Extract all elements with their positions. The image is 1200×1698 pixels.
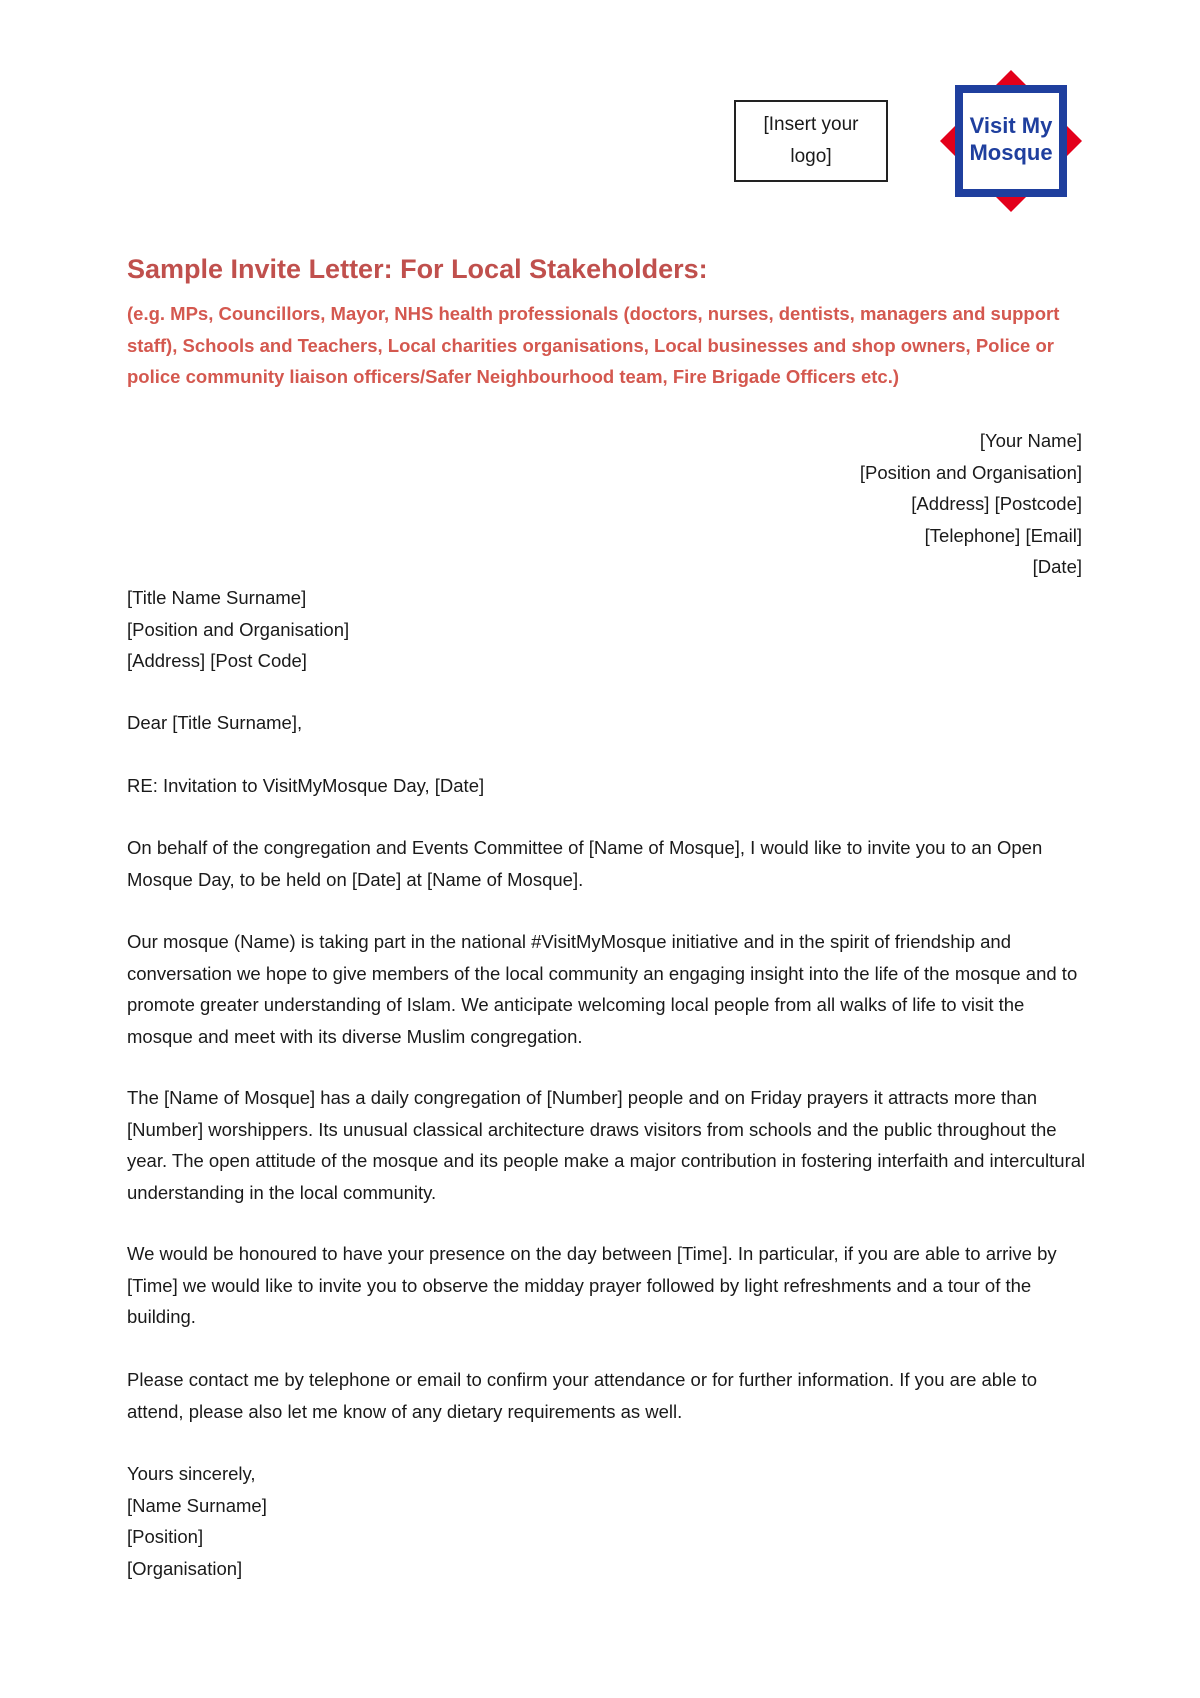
recipient-address-block: [127, 582, 349, 677]
body-paragraph: The [Name of Mosque] has a daily congregation of [Number] people and on Friday prayers it attracts more than [Number] worshippers. Its unusual classical architecture draws visitors from schools and the public throughout the year. The open attitude of the mosque and its people make a major contribution in fostering interfaith and intercultural understanding in the local community.: [127, 1087, 1086, 1203]
sender-contact: [Telephone] [Email]: [924, 524, 1082, 546]
body-paragraph: On behalf of the congregation and Events Committee of [Name of Mosque], I would like to invite you to an Open Mosque Day, to be held on [Date] at [Name of Mosque].: [127, 837, 1043, 890]
logo-placeholder-text: [Insert your logo]: [763, 114, 859, 167]
body-paragraph: Please contact me by telephone or email to confirm your attendance or for further information. If you are able to attend, please also let me know of any dietary requirements as well.: [127, 1369, 1038, 1422]
letter-title: Sample Invite Letter: For Local Stakeholders:: [127, 254, 708, 284]
recipient-position: [Position and Organisation]: [127, 618, 350, 640]
body-paragraph: Our mosque (Name) is taking part in the national #VisitMyMosque initiative and in the spirit of friendship and conversation we hope to give members of the local community an engaging insight into the life of the mosque and to promote greater understanding of Islam. We anticipate welcoming local people from all walks of life to visit the mosque and meet with its diverse Muslim congregation.: [127, 931, 1078, 1047]
body-paragraph: We would be honoured to have your presence on the day between [Time]. In particular, if you are able to arrive by [Time] we would like to invite you to observe the midday prayer followed by light refreshments and a tour of the building.: [127, 1243, 1057, 1327]
visit-my-mosque-logo-text: [938, 112, 1084, 166]
closing: Yours sincerely,: [127, 1463, 256, 1484]
recipient-address: [Address] [Post Code]: [127, 650, 307, 671]
sender-name: [Your Name]: [979, 430, 1082, 451]
signoff-block: [127, 1458, 267, 1584]
logo-text-line1: Visit My: [969, 113, 1053, 138]
letter-subtitle: (e.g. MPs, Councillors, Mayor, NHS health professionals (doctors, nurses, dentists, managers and support staff), Schools and Teachers, Local charities organisations, Local businesses and shop owners, Police or police community liaison officers/Safer Neighbourhood team, Fire Brigade Officers etc.): [127, 303, 1060, 387]
signoff-position: [Position]: [127, 1526, 204, 1547]
signoff-name: [Name Surname]: [127, 1494, 267, 1516]
subject-line: RE: Invitation to VisitMyMosque Day, [Date]: [127, 775, 485, 796]
logo-text-line2: Mosque: [969, 140, 1053, 165]
recipient-name: [Title Name Surname]: [127, 587, 307, 608]
salutation: Dear [Title Surname],: [127, 712, 303, 733]
sender-address: [Address] [Postcode]: [911, 493, 1082, 514]
logo-placeholder-box: [734, 100, 888, 182]
sender-address-block: [860, 425, 1082, 583]
sender-date: [Date]: [1032, 556, 1082, 577]
sender-position: [Position and Organisation]: [859, 461, 1082, 483]
signoff-organisation: [Organisation]: [127, 1557, 243, 1579]
